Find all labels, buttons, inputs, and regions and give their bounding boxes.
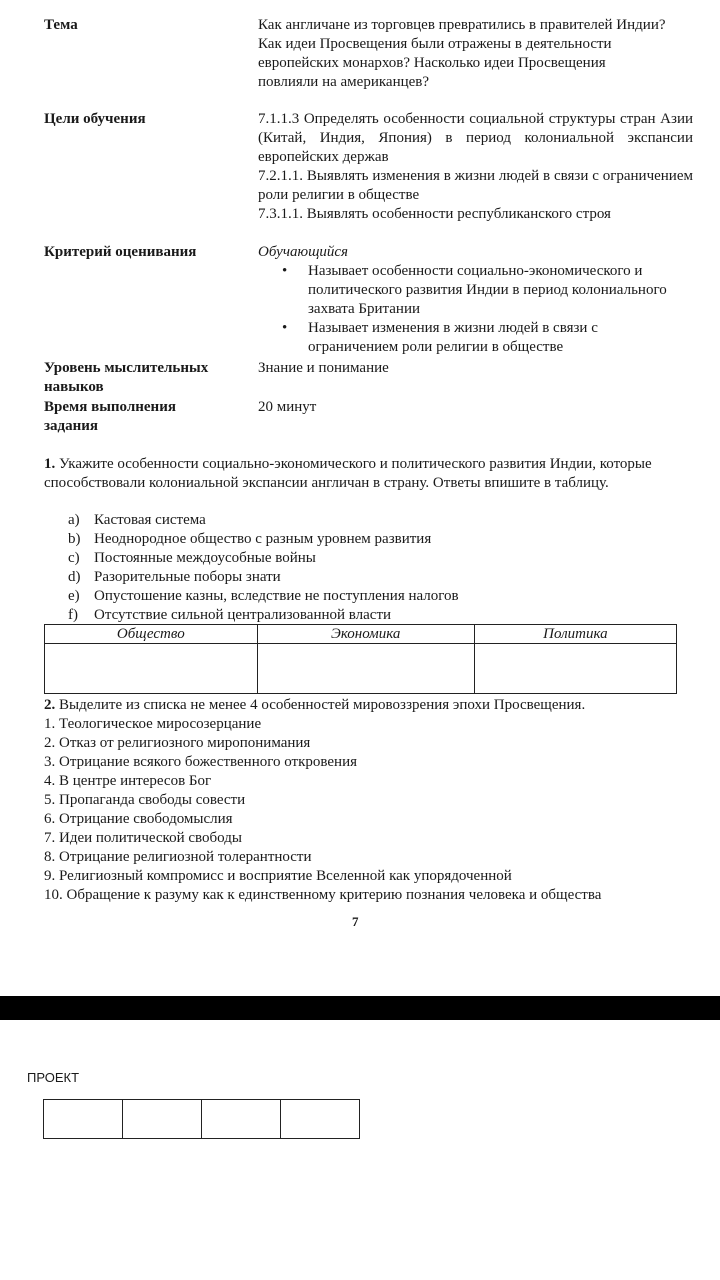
option-text: Разорительные поборы знати (94, 569, 281, 585)
goal-item: 7.2.1.1. Выявлять изменения в жизни людей в связи с ограничением роли религии в обществе (258, 168, 693, 203)
project-label: ПРОЕКТ (27, 1070, 80, 1085)
option-item (68, 587, 459, 606)
project-box (122, 1099, 202, 1139)
table-header: Политика (474, 625, 676, 644)
goal-item: 7.1.1.3 Определять особенности социальной структуры стран Азии (Китай, Индия, Япония) в период колониальной экспансии европейских держав (258, 111, 693, 165)
criteria-item (258, 262, 688, 319)
criteria-intro: Обучающийся (258, 244, 349, 260)
project-box (201, 1099, 281, 1139)
list-item: 8. Отрицание религиозной толерантности (44, 849, 312, 865)
task2-list (44, 715, 704, 905)
criteria-text: Называет особенности социально-экономического и политического развития Индии в период колониального захвата Британии (308, 263, 667, 317)
list-item: 9. Религиозный компромисс и восприятие Вселенной как упорядоченной (44, 868, 512, 884)
option-text: Неоднородное общество с разным уровнем развития (94, 531, 432, 547)
project-box (43, 1099, 123, 1139)
task2-number: 2. (44, 697, 56, 713)
list-item: 6. Отрицание свободомыслия (44, 811, 233, 827)
task1-text: Укажите особенности социально-экономического и политического развития Индии, которые способствовали колониальной экспансии англичан в страну. Ответы впишите в таблицу. (44, 456, 652, 491)
bullet-icon: • (282, 263, 288, 279)
table-header: Экономика (257, 625, 474, 644)
criteria-item (258, 319, 688, 357)
task1-number: 1. (44, 456, 56, 472)
topic-label: Тема (44, 17, 78, 33)
criteria-text: Называет изменения в жизни людей в связи с ограничением роли религии в обществе (308, 320, 598, 355)
criteria-label: Критерий оценивания (44, 244, 197, 260)
project-box (280, 1099, 360, 1139)
table-cell (45, 644, 258, 694)
option-text: Постоянные междоусобные войны (94, 550, 316, 566)
option-key: e) (68, 588, 80, 604)
option-item (68, 511, 459, 530)
list-item: 2. Отказ от религиозного миропонимания (44, 735, 311, 751)
time-label: Время выполнения задания (44, 399, 176, 434)
option-key: d) (68, 569, 81, 585)
table-header-row (45, 625, 677, 644)
project-boxes (43, 1099, 360, 1139)
task1-question (44, 455, 684, 493)
level-label: Уровень мыслительных навыков (44, 360, 209, 395)
task2-question (44, 696, 684, 715)
topic-text: Как англичане из торговцев превратились в правителей Индии? Как идеи Просвещения были отражены в деятельности европейских монархов? Насколько идеи Просвещения повлияли на американцев? (258, 17, 666, 90)
list-item: 5. Пропаганда свободы совести (44, 792, 246, 808)
option-key: b) (68, 531, 81, 547)
task2-text: Выделите из списка не менее 4 особенностей мировоззрения эпохи Просвещения. (59, 697, 586, 713)
table-cell (257, 644, 474, 694)
answer-table (44, 624, 677, 694)
page-number: 7 (352, 914, 359, 929)
option-text: Опустошение казны, вследствие не поступления налогов (94, 588, 459, 604)
bullet-icon: • (282, 320, 288, 336)
option-item (68, 530, 459, 549)
option-item (68, 606, 459, 625)
option-key: a) (68, 512, 80, 528)
option-item (68, 568, 459, 587)
task1-options (68, 511, 459, 625)
time-value: 20 минут (258, 399, 317, 415)
list-item: 10. Обращение к разуму как к единственному критерию познания человека и общества (44, 887, 602, 903)
table-row (45, 644, 677, 694)
table-cell (474, 644, 676, 694)
table-header: Общество (45, 625, 258, 644)
option-key: f) (68, 607, 78, 623)
goal-item: 7.3.1.1. Выявлять особенности республиканского строя (258, 206, 611, 222)
option-key: c) (68, 550, 80, 566)
list-item: 1. Теологическое миросозерцание (44, 716, 262, 732)
list-item: 3. Отрицание всякого божественного откровения (44, 754, 358, 770)
option-text: Кастовая система (94, 512, 206, 528)
option-text: Отсутствие сильной централизованной власти (94, 607, 392, 623)
goals-block (258, 110, 693, 224)
list-item: 7. Идеи политической свободы (44, 830, 242, 846)
criteria-block (258, 243, 688, 357)
list-item: 4. В центре интересов Бог (44, 773, 212, 789)
option-item (68, 549, 459, 568)
level-value: Знание и понимание (258, 360, 389, 376)
divider-bar (0, 996, 720, 1020)
goals-label: Цели обучения (44, 111, 146, 127)
